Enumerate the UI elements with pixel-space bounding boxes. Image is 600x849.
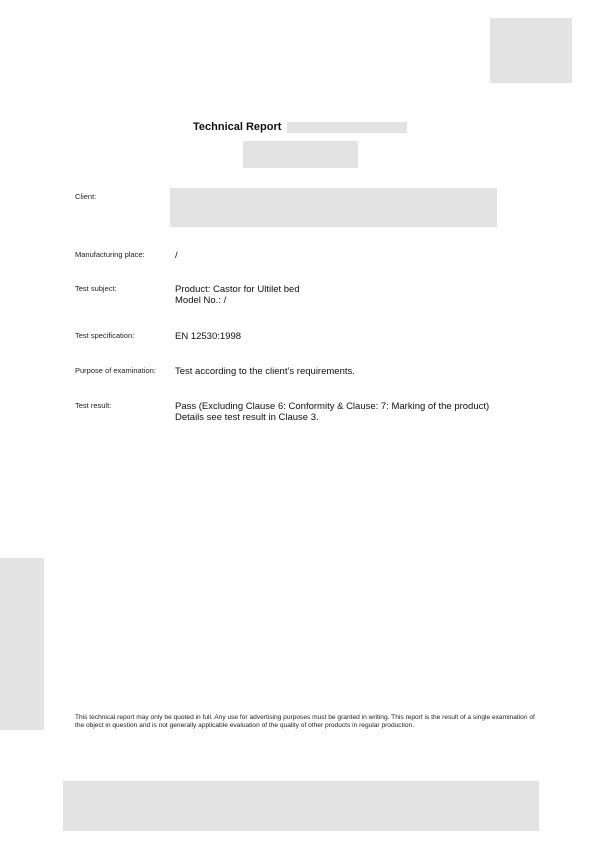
logo-redaction [490,18,572,83]
report-title: Technical Report [193,121,282,133]
side-stamp-redaction [0,558,44,730]
manufacturing-place-label: Manufacturing place: [75,250,145,259]
test-subject-model: Model No.: / [175,295,227,306]
client-label: Client: [75,192,97,201]
purpose-value: Test according to the client’s requirements. [175,366,355,377]
test-result-line1: Pass (Excluding Clause 6: Conformity & Clause: 7: Marking of the product) [175,401,490,412]
test-specification-label: Test specification: [75,331,135,340]
test-subject-label: Test subject: [75,284,117,293]
footer-disclaimer: This technical report may only be quoted in full. Any use for advertising purposes must be granted in writing. This report is the result of a single examination of the object in question and is not generally applicable evaluation of the quality of other products in regular production. [75,714,535,729]
test-result-label: Test result: [75,401,112,410]
test-subject-product: Product: Castor for Ultilet bed [175,284,300,295]
purpose-label: Purpose of examination: [75,366,156,375]
test-specification-value: EN 12530:1998 [175,331,242,342]
client-redaction [170,188,497,227]
manufacturing-place-value: / [175,250,178,261]
test-result-line2: Details see test result in Clause 3. [175,412,319,423]
subtitle-redaction [243,141,358,168]
bottom-redaction [63,781,539,831]
report-number-redaction [287,122,407,133]
